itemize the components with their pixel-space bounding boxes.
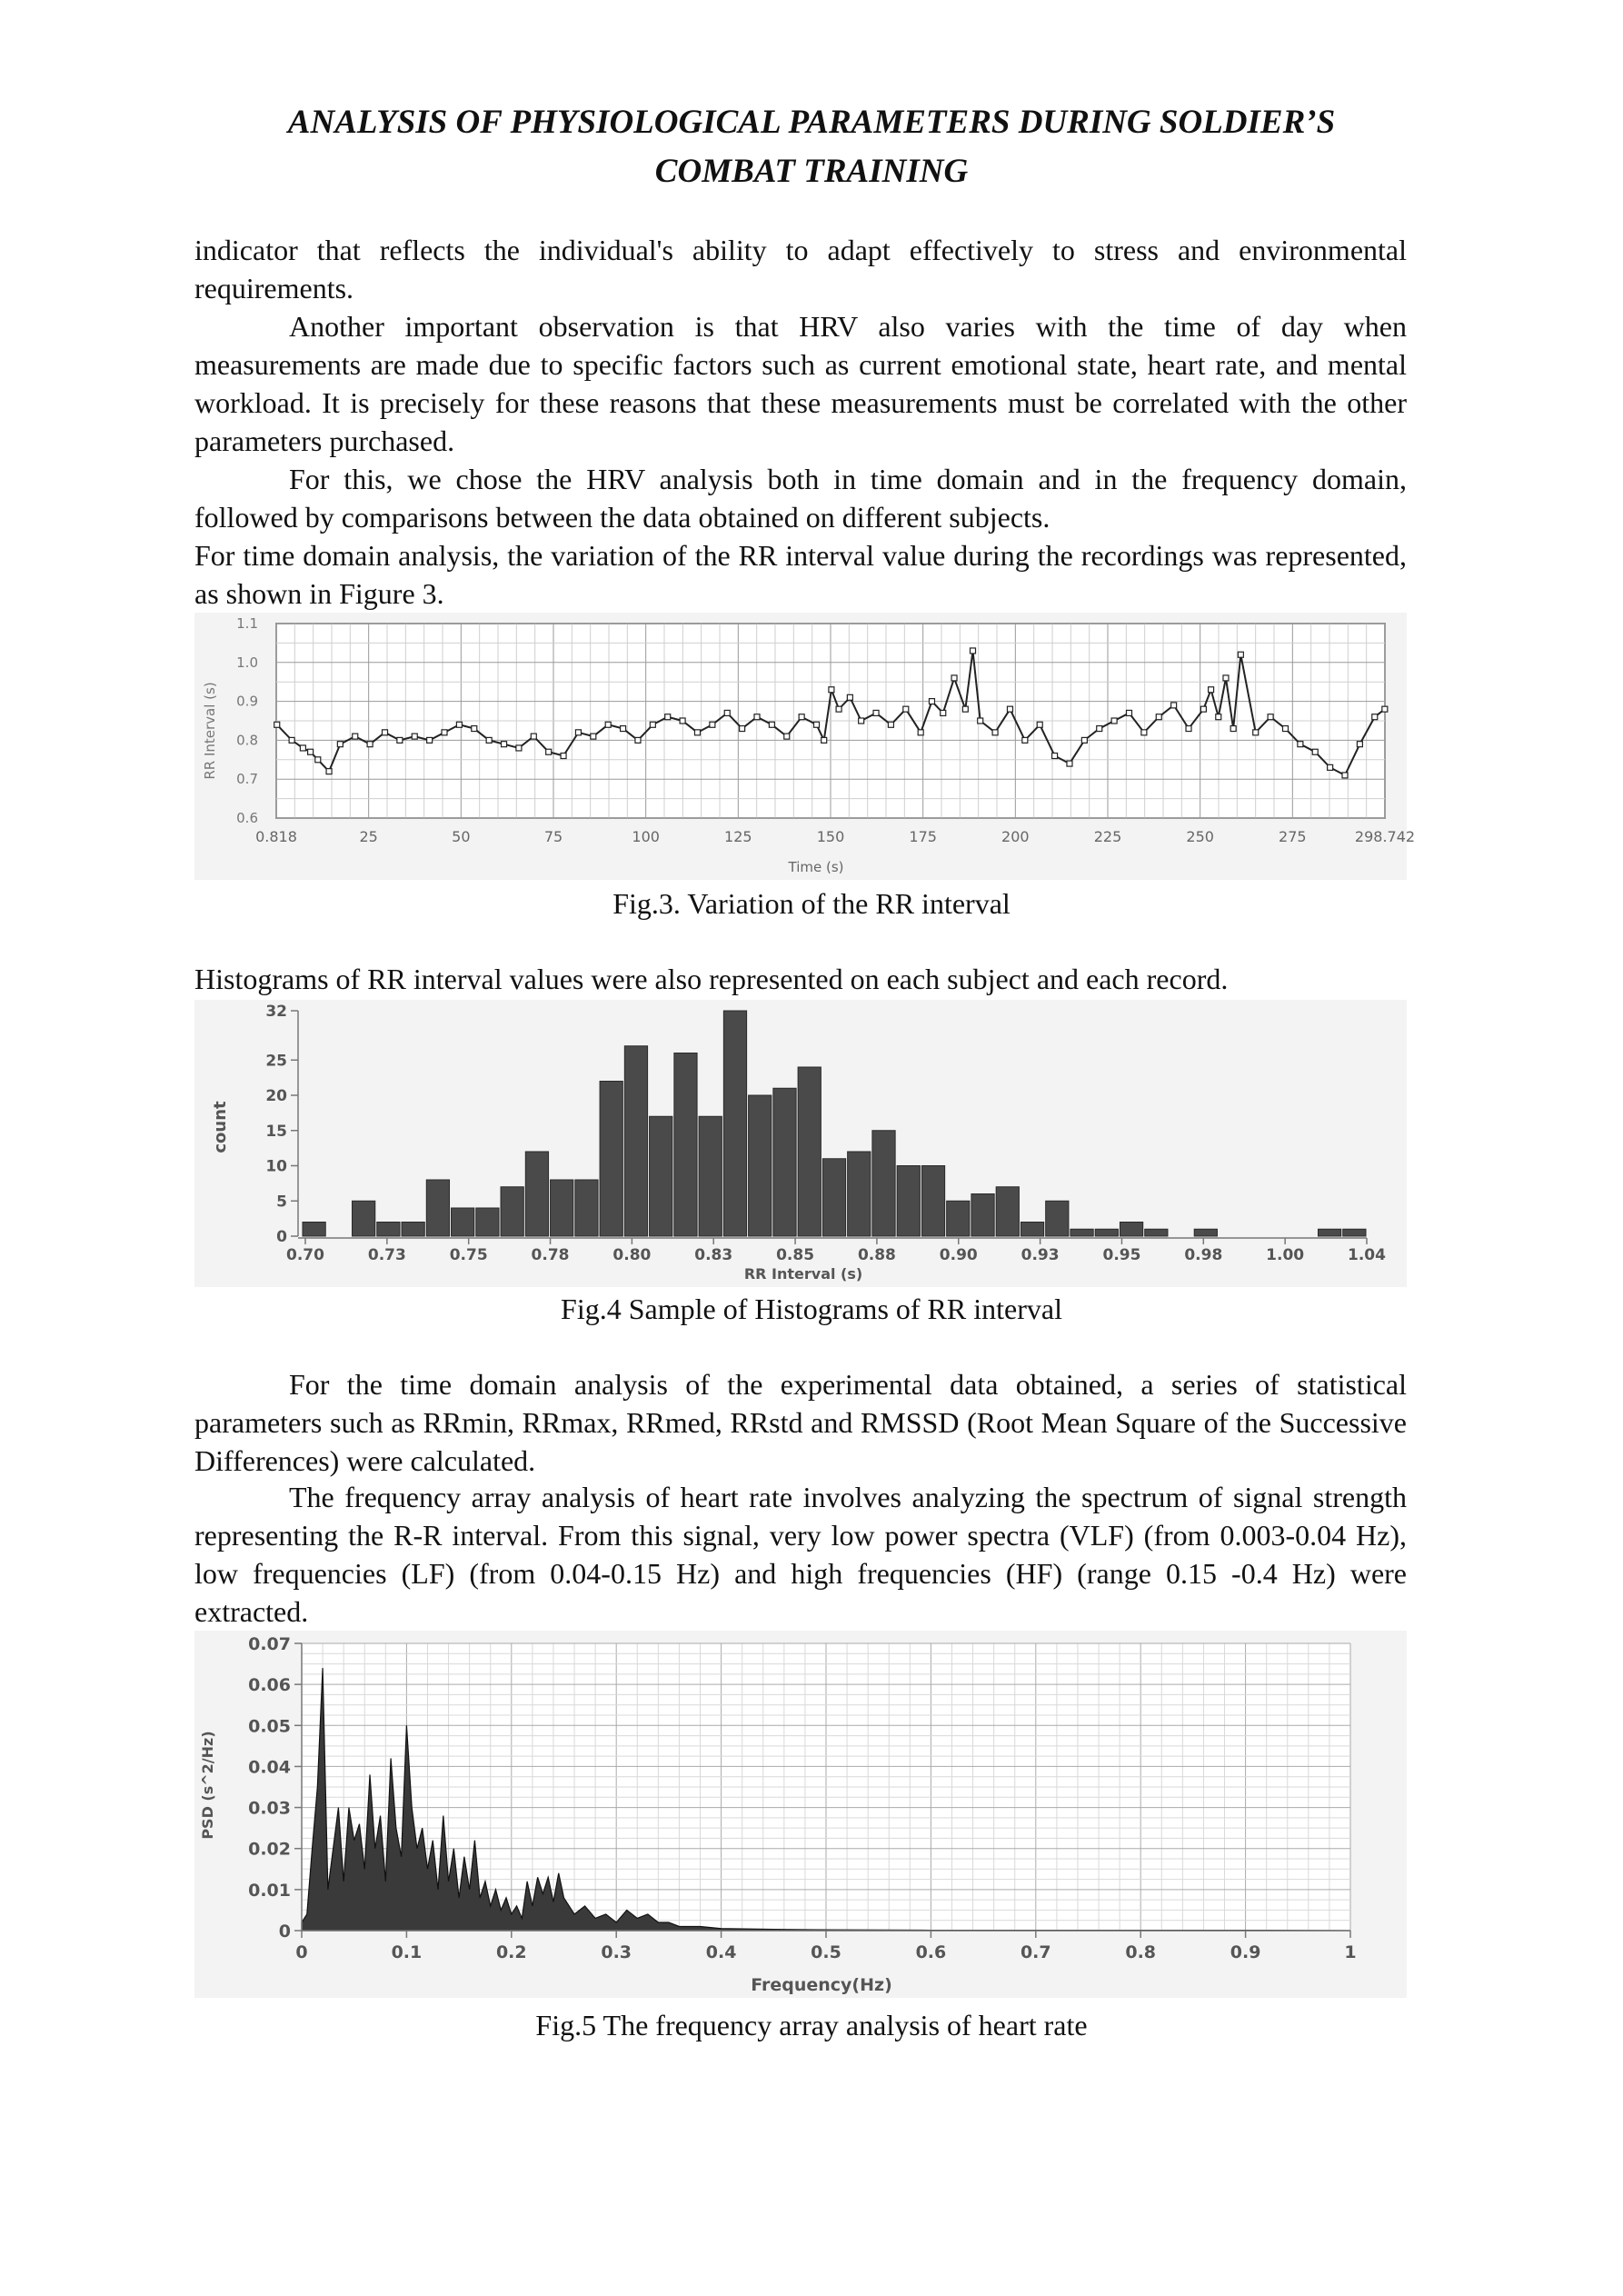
fig3-data-point: [799, 714, 804, 720]
fig4-bar: [402, 1223, 424, 1237]
fig4-x-tick-label: 0.70: [286, 1246, 324, 1264]
fig3-x-tick-label: 298.742: [1354, 828, 1416, 845]
fig3-data-point: [814, 722, 820, 727]
fig3-x-tick-label: 50: [452, 828, 471, 845]
paragraph-time-domain-intro: For time domain analysis, the variation of the RR interval value during the recordings was represented, as shown in Figure 3.: [194, 539, 1407, 610]
rr-interval-histogram: [194, 1000, 1407, 1287]
fig4-bar: [1070, 1229, 1093, 1236]
fig3-data-point: [442, 730, 447, 735]
fig3-data-point: [829, 687, 834, 693]
fig3-data-point: [472, 726, 477, 732]
fig3-data-point: [941, 710, 946, 715]
fig4-bar: [476, 1208, 499, 1236]
fig3-data-point: [1209, 687, 1214, 693]
fig3-grid: [276, 624, 1385, 818]
fig4-bar: [575, 1180, 598, 1236]
fig4-bar: [699, 1116, 722, 1236]
fig3-data-point: [1200, 706, 1206, 712]
fig4-x-tick-label: 0.83: [694, 1246, 733, 1264]
fig3-data-point: [951, 675, 957, 681]
fig4-y-tick-label: 32: [265, 1003, 287, 1021]
fig3-data-point: [531, 734, 536, 739]
fig4-x-tick-label: 0.78: [531, 1246, 570, 1264]
fig3-data-point: [308, 749, 314, 754]
fig5-y-tick-label: 0.02: [248, 1839, 291, 1860]
fig4-y-tick-label: 0: [276, 1228, 287, 1246]
fig3-data-point: [1037, 722, 1042, 727]
paragraph-frequency-analysis: The frequency array analysis of heart rate involves analyzing the spectrum of signal strength representing the R-R interval. From this signal, very low power spectra (VLF) (from 0.003-0.04 Hz), low frequencies (LF) (from 0.04-0.15 Hz) and high frequencies (HF) (range 0.15 -0.4 Hz) were extracted.: [194, 1481, 1407, 1628]
fig3-data-point: [847, 694, 852, 700]
fig4-bar: [303, 1223, 325, 1237]
fig3-data-point: [978, 718, 983, 724]
fig4-bar: [996, 1187, 1019, 1236]
fig3-data-point: [397, 737, 403, 743]
fig3-data-point: [1052, 754, 1058, 759]
fig3-data-point: [1111, 718, 1117, 724]
fig4-bar: [1021, 1223, 1043, 1237]
fig4-bar: [452, 1208, 474, 1236]
paragraph-adaptation: indicator that reflects the individual's ability to adapt effectively to stress and environmental requirements.: [194, 234, 1407, 304]
fig5-x-tick-label: 0.1: [391, 1942, 423, 1962]
fig4-bar: [897, 1166, 920, 1237]
fig4-bar: [600, 1082, 622, 1237]
fig4-bar: [822, 1159, 845, 1236]
fig4-bar: [377, 1223, 400, 1237]
fig4-x-tick-label: 0.75: [449, 1246, 488, 1264]
fig3-y-tick-label: 0.6: [236, 810, 258, 826]
fig3-y-tick-label: 0.8: [236, 732, 258, 749]
fig3-data-point: [575, 730, 581, 735]
fig5-y-tick-label: 0.05: [248, 1716, 291, 1737]
fig4-bar: [773, 1088, 796, 1236]
fig4-bar: [848, 1152, 871, 1236]
fig3-data-point: [1127, 710, 1132, 715]
fig3-data-point: [383, 730, 388, 735]
fig3-data-point: [918, 730, 923, 735]
fig3-data-point: [740, 726, 745, 732]
fig5-y-tick-label: 0.04: [248, 1757, 291, 1778]
fig4-bar: [1318, 1229, 1340, 1236]
fig4-y-tick-label: 25: [265, 1052, 287, 1071]
fig4-bar: [1194, 1229, 1217, 1236]
fig3-data-point: [1067, 761, 1072, 766]
fig4-y-axis-label: count: [211, 1101, 230, 1153]
fig4-x-tick-label: 0.98: [1184, 1246, 1223, 1264]
fig3-data-point: [502, 742, 507, 747]
fig4-bar: [650, 1116, 672, 1236]
fig5-x-tick-label: 0.5: [811, 1942, 841, 1962]
fig3-data-point: [1156, 714, 1161, 720]
rr-interval-line-chart: [194, 613, 1416, 880]
fig3-data-point: [1357, 742, 1362, 747]
fig5-x-axis-label: Frequency(Hz): [751, 1975, 892, 1995]
fig4-x-tick-label: 0.80: [612, 1246, 652, 1264]
figure-3-rr-interval-plot: [194, 613, 1416, 880]
fig4-x-tick-label: 1.04: [1348, 1246, 1386, 1264]
fig4-x-tick-label: 0.88: [857, 1246, 896, 1264]
fig3-data-point: [353, 734, 358, 739]
fig3-data-point: [962, 706, 968, 712]
fig4-bar: [624, 1046, 647, 1236]
fig3-x-tick-label: 150: [816, 828, 845, 845]
fig3-x-axis-label: Time (s): [788, 859, 844, 875]
fig5-x-tick-label: 0.4: [705, 1942, 737, 1962]
fig4-x-tick-label: 1.00: [1266, 1246, 1305, 1264]
fig3-data-point: [971, 648, 976, 654]
fig3-y-tick-label: 0.9: [236, 693, 258, 710]
fig4-bar: [872, 1131, 895, 1236]
figure-3-caption: Fig.3. Variation of the RR interval: [612, 887, 1011, 920]
fig5-y-tick-label: 0: [278, 1922, 291, 1942]
fig4-bars: [303, 1011, 1366, 1236]
fig3-data-point: [605, 722, 611, 727]
fig3-data-point: [724, 710, 730, 715]
fig3-data-point: [873, 710, 879, 715]
fig3-y-tick-label: 1.0: [236, 654, 258, 671]
fig3-data-point: [1216, 714, 1221, 720]
fig3-x-tick-label: 175: [909, 828, 937, 845]
fig4-bar: [1343, 1229, 1366, 1236]
fig3-data-point: [992, 730, 998, 735]
fig3-data-point: [1312, 749, 1318, 754]
fig3-y-tick-label: 0.7: [236, 771, 258, 788]
fig3-data-point: [1022, 737, 1028, 743]
fig3-data-point: [1007, 706, 1012, 712]
fig4-x-tick-label: 0.90: [939, 1246, 978, 1264]
fig4-bar: [723, 1011, 746, 1236]
fig4-bar: [1120, 1223, 1142, 1237]
fig3-data-point: [929, 699, 934, 704]
fig4-bar: [525, 1152, 548, 1236]
paragraph-hrv-time-of-day: Another important observation is that HRV also varies with the time of day when measurements are made due to specific factors such as current emotional state, heart rate, and mental workload. It is precisely for these reasons that these measurements must be correlated with the other parameters purchased.: [194, 310, 1407, 457]
fig3-data-point: [1282, 726, 1288, 732]
fig4-bar: [749, 1095, 772, 1236]
fig5-x-tick-label: 0.2: [495, 1942, 527, 1962]
figure-5-caption: Fig.5 The frequency array analysis of heart rate: [535, 2009, 1088, 2041]
fig3-data-point: [1223, 675, 1229, 681]
fig3-x-tick-label: 0.818: [255, 828, 297, 845]
fig3-data-point: [836, 706, 841, 712]
fig4-bar: [426, 1180, 449, 1236]
fig4-bar: [1145, 1229, 1168, 1236]
fig5-y-tick-label: 0.03: [248, 1798, 291, 1819]
fig3-x-tick-label: 275: [1279, 828, 1307, 845]
fig5-x-tick-label: 1: [1344, 1942, 1357, 1962]
fig3-data-point: [315, 757, 321, 763]
fig3-data-point: [1372, 714, 1378, 720]
fig5-x-tick-label: 0.7: [1020, 1942, 1051, 1962]
fig3-data-point: [1382, 706, 1388, 712]
fig4-bar: [798, 1067, 821, 1236]
fig3-data-point: [412, 734, 417, 739]
fig5-grid: [302, 1643, 1350, 1931]
fig3-y-axis-label: RR Interval (s): [202, 682, 218, 780]
fig4-x-tick-label: 0.93: [1021, 1246, 1060, 1264]
fig4-bar: [921, 1166, 944, 1237]
fig3-data-point: [680, 718, 685, 724]
fig3-data-point: [859, 718, 864, 724]
fig3-data-point: [710, 722, 715, 727]
fig3-data-point: [456, 722, 462, 727]
fig4-bar: [551, 1180, 573, 1236]
fig4-bar: [353, 1201, 375, 1236]
paragraph-histograms-intro: Histograms of RR interval values were also represented on each subject and each record.: [194, 963, 1229, 995]
fig3-x-tick-label: 125: [724, 828, 752, 845]
psd-frequency-chart: [194, 1631, 1407, 1998]
fig3-data-point: [274, 722, 280, 727]
paragraph-statistical-parameters: For the time domain analysis of the experimental data obtained, a series of statistical parameters such as RRmin, RRmax, RRmed, RRstd and RMSSD (Root Mean Square of the Successive Differences) were calculated.: [194, 1368, 1407, 1477]
fig5-x-tick-label: 0.3: [601, 1942, 632, 1962]
fig3-data-point: [821, 737, 827, 743]
fig3-data-point: [888, 722, 893, 727]
fig3-data-point: [1141, 730, 1147, 735]
fig4-bar: [501, 1187, 523, 1236]
fig4-y-tick-label: 5: [276, 1193, 287, 1212]
fig4-bar: [947, 1201, 970, 1236]
paper-title-line-1: ANALYSIS OF PHYSIOLOGICAL PARAMETERS DURING SOLDIER’S: [287, 104, 1336, 141]
fig3-data-point: [337, 742, 343, 747]
fig3-data-point: [326, 769, 332, 774]
fig4-bar: [1095, 1229, 1118, 1236]
fig5-x-tick-label: 0.8: [1125, 1942, 1157, 1962]
fig4-y-tick-label: 15: [265, 1122, 287, 1141]
fig3-data-point: [694, 730, 700, 735]
fig3-data-point: [1186, 726, 1191, 732]
fig3-data-point: [1298, 742, 1303, 747]
fig5-y-tick-label: 0.01: [248, 1880, 291, 1901]
fig3-x-tick-label: 75: [543, 828, 563, 845]
fig4-x-tick-label: 0.95: [1102, 1246, 1141, 1264]
fig4-x-axis-label: RR Interval (s): [743, 1265, 863, 1283]
fig3-data-point: [650, 722, 655, 727]
fig3-x-tick-label: 250: [1186, 828, 1214, 845]
fig3-data-point: [1253, 730, 1259, 735]
fig3-data-point: [289, 737, 294, 743]
fig3-data-point: [1097, 726, 1102, 732]
figure-5-psd-plot: [194, 1631, 1407, 1998]
fig3-data-point: [784, 734, 790, 739]
fig3-data-point: [546, 749, 552, 754]
fig3-x-tick-label: 225: [1093, 828, 1122, 845]
fig3-data-point: [427, 737, 433, 743]
fig3-data-point: [591, 734, 596, 739]
fig3-y-tick-label: 1.1: [236, 615, 258, 632]
fig4-bar: [1046, 1201, 1069, 1236]
paper-title-line-2: COMBAT TRAINING: [654, 153, 969, 190]
fig4-y-tick-label: 20: [265, 1087, 287, 1105]
fig3-data-point: [903, 706, 909, 712]
fig5-y-axis-label: PSD (s^2/Hz): [199, 1731, 216, 1840]
fig4-y-tick-label: 10: [265, 1157, 287, 1176]
fig3-data-point: [300, 745, 305, 751]
fig3-data-point: [1230, 726, 1236, 732]
fig3-data-point: [1081, 737, 1087, 743]
fig4-x-tick-label: 0.85: [776, 1246, 815, 1264]
fig3-data-point: [769, 722, 774, 727]
fig4-bar: [674, 1053, 697, 1237]
fig5-x-tick-label: 0.6: [915, 1942, 947, 1962]
fig3-x-tick-label: 200: [1001, 828, 1030, 845]
fig3-data-point: [1171, 703, 1177, 708]
fig5-x-tick-label: 0.9: [1230, 1942, 1261, 1962]
fig3-data-point: [1342, 773, 1348, 778]
fig3-data-point: [561, 754, 566, 759]
paragraph-hrv-analysis-choice: For this, we chose the HRV analysis both in time domain and in the frequency domain, followed by comparisons between the data obtained on different subjects.: [194, 463, 1407, 534]
figure-4-caption: Fig.4 Sample of Histograms of RR interval: [561, 1293, 1062, 1325]
fig3-data-point: [621, 726, 626, 732]
fig3-data-point: [367, 742, 373, 747]
fig3-data-point: [486, 737, 492, 743]
fig3-data-point: [754, 714, 760, 720]
fig3-data-point: [665, 714, 671, 720]
fig4-x-tick-label: 0.73: [367, 1246, 406, 1264]
fig4-bar: [971, 1194, 994, 1237]
fig3-data-point: [635, 737, 641, 743]
fig3-x-tick-label: 100: [632, 828, 660, 845]
fig3-data-point: [516, 745, 522, 751]
fig3-data-point: [1268, 714, 1273, 720]
fig5-x-tick-label: 0: [295, 1942, 308, 1962]
fig3-data-point: [1238, 652, 1243, 657]
fig3-data-point: [1328, 764, 1333, 770]
figure-4-histogram: [194, 1000, 1407, 1287]
fig5-y-tick-label: 0.07: [248, 1634, 291, 1654]
fig3-x-tick-label: 25: [359, 828, 378, 845]
fig5-y-tick-label: 0.06: [248, 1675, 291, 1696]
